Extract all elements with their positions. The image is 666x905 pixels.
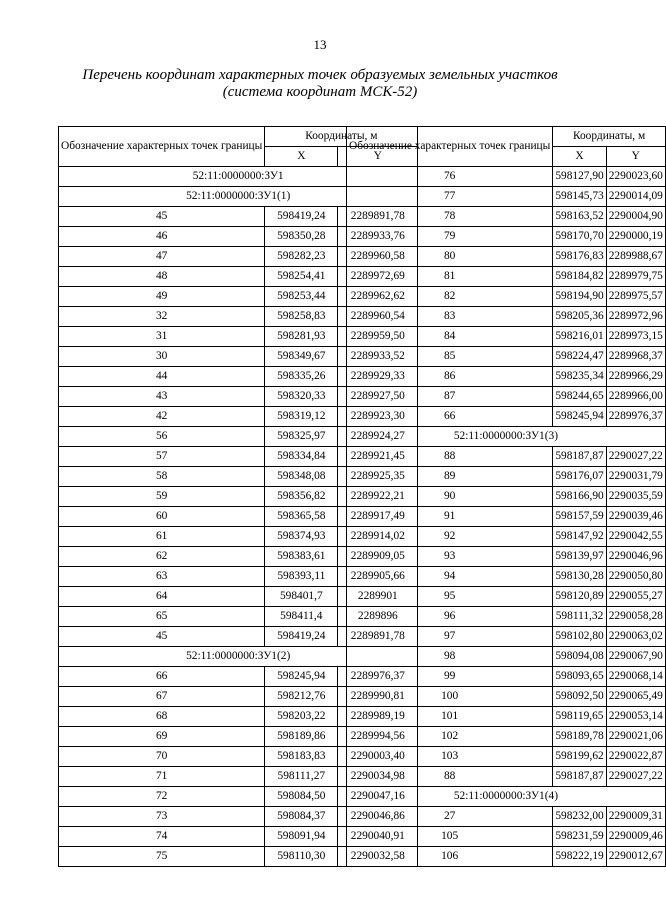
coord-y: 2290055,27 <box>606 587 665 607</box>
table-row <box>347 367 666 387</box>
coord-y: 2289896 <box>338 607 418 627</box>
point-number: 64 <box>59 587 265 607</box>
table-row <box>347 447 666 467</box>
point-number: 86 <box>347 367 553 387</box>
coord-x: 598349,67 <box>265 347 338 367</box>
point-number: 80 <box>347 247 553 267</box>
point-number: 49 <box>59 287 265 307</box>
header-coordinates: Координаты, м <box>265 127 418 147</box>
coord-x: 598374,93 <box>265 527 338 547</box>
point-number: 83 <box>347 307 553 327</box>
table-row <box>347 747 666 767</box>
coord-x: 598222,19 <box>553 847 606 867</box>
point-number: 84 <box>347 327 553 347</box>
coord-x: 598084,37 <box>265 807 338 827</box>
coord-y: 2290032,58 <box>338 847 418 867</box>
header-point-label: Обозначение характерных точек границы <box>59 127 265 167</box>
point-number: 45 <box>59 207 265 227</box>
point-number: 92 <box>347 527 553 547</box>
table-row <box>347 527 666 547</box>
coord-x: 598232,00 <box>553 807 606 827</box>
table-row <box>347 227 666 247</box>
coord-x: 598245,94 <box>553 407 606 427</box>
coord-x: 598401,7 <box>265 587 338 607</box>
coord-y: 2290040,91 <box>338 827 418 847</box>
coord-y: 2289979,75 <box>606 267 665 287</box>
table-row <box>347 767 666 787</box>
coord-y: 2289929,33 <box>338 367 418 387</box>
coord-y: 2289962,62 <box>338 287 418 307</box>
coord-y: 2290012,67 <box>606 847 665 867</box>
coord-x: 598199,62 <box>553 747 606 767</box>
header-point-label: Обозначение характерных точек границы <box>347 127 553 167</box>
point-number: 76 <box>347 167 553 187</box>
coord-y: 2289960,58 <box>338 247 418 267</box>
table-row <box>347 267 666 287</box>
coord-y: 2289990,81 <box>338 687 418 707</box>
coord-y: 2289976,37 <box>338 667 418 687</box>
coord-y: 2289966,29 <box>606 367 665 387</box>
coord-y: 2289973,15 <box>606 327 665 347</box>
coord-y: 2290027,22 <box>606 767 665 787</box>
coord-y: 2290053,14 <box>606 707 665 727</box>
coord-y: 2290035,59 <box>606 487 665 507</box>
coord-y: 2289905,66 <box>338 567 418 587</box>
coord-y: 2290023,60 <box>606 167 665 187</box>
coord-x: 598212,76 <box>265 687 338 707</box>
point-number: 103 <box>347 747 553 767</box>
point-number: 90 <box>347 487 553 507</box>
coord-x: 598245,94 <box>265 667 338 687</box>
table-row <box>347 847 666 867</box>
point-number: 69 <box>59 727 265 747</box>
point-number: 66 <box>59 667 265 687</box>
coordinates-table-right <box>346 126 666 867</box>
coord-x: 598102,80 <box>553 627 606 647</box>
table-row <box>347 687 666 707</box>
point-number: 95 <box>347 587 553 607</box>
coord-x: 598393,11 <box>265 567 338 587</box>
coord-y: 2290058,28 <box>606 607 665 627</box>
coord-x: 598320,33 <box>265 387 338 407</box>
point-number: 101 <box>347 707 553 727</box>
coord-y: 2289972,96 <box>606 307 665 327</box>
coord-x: 598205,36 <box>553 307 606 327</box>
point-number: 88 <box>347 447 553 467</box>
coord-y: 2289966,00 <box>606 387 665 407</box>
point-number: 48 <box>59 267 265 287</box>
document-title <box>0 67 640 101</box>
point-number: 71 <box>59 767 265 787</box>
coord-y: 2290022,87 <box>606 747 665 767</box>
coord-y: 2290039,46 <box>606 507 665 527</box>
coord-x: 598281,93 <box>265 327 338 347</box>
coord-x: 598163,52 <box>553 207 606 227</box>
coord-y: 2289921,45 <box>338 447 418 467</box>
point-number: 65 <box>59 607 265 627</box>
table-row <box>347 567 666 587</box>
point-number: 85 <box>347 347 553 367</box>
coord-y: 2289927,50 <box>338 387 418 407</box>
coord-y: 2289917,49 <box>338 507 418 527</box>
point-number: 59 <box>59 487 265 507</box>
point-number: 105 <box>347 827 553 847</box>
table-row <box>347 247 666 267</box>
coord-y: 2289914,02 <box>338 527 418 547</box>
table-row <box>347 587 666 607</box>
coord-y: 2289891,78 <box>338 627 418 647</box>
coord-y: 2290050,80 <box>606 567 665 587</box>
coord-y: 2289968,37 <box>606 347 665 367</box>
coord-x: 598235,34 <box>553 367 606 387</box>
coord-y: 2289975,57 <box>606 287 665 307</box>
point-number: 97 <box>347 627 553 647</box>
coord-x: 598383,61 <box>265 547 338 567</box>
coord-x: 598348,08 <box>265 467 338 487</box>
table-row <box>347 727 666 747</box>
point-number: 63 <box>59 567 265 587</box>
coord-y: 2289933,76 <box>338 227 418 247</box>
coord-x: 598145,73 <box>553 187 606 207</box>
coord-x: 598258,83 <box>265 307 338 327</box>
coord-x: 598335,26 <box>265 367 338 387</box>
point-number: 57 <box>59 447 265 467</box>
table-row <box>347 407 666 427</box>
coord-x: 598176,07 <box>553 467 606 487</box>
point-number: 73 <box>59 807 265 827</box>
parcel-id: 52:11:0000000:ЗУ1(2) <box>59 647 418 667</box>
coord-x: 598194,90 <box>553 287 606 307</box>
point-number: 102 <box>347 727 553 747</box>
point-number: 98 <box>347 647 553 667</box>
point-number: 42 <box>59 407 265 427</box>
parcel-id: 52:11:0000000:ЗУ1(4) <box>347 787 666 807</box>
point-number: 72 <box>59 787 265 807</box>
header-x: X <box>265 147 338 167</box>
coord-y: 2289925,35 <box>338 467 418 487</box>
coord-x: 598319,12 <box>265 407 338 427</box>
point-number: 82 <box>347 287 553 307</box>
point-number: 81 <box>347 267 553 287</box>
coord-x: 598130,28 <box>553 567 606 587</box>
table-row <box>347 387 666 407</box>
table-row <box>347 487 666 507</box>
coord-x: 598084,50 <box>265 787 338 807</box>
coord-x: 598111,27 <box>265 767 338 787</box>
coord-y: 2290000,19 <box>606 227 665 247</box>
coord-x: 598224,47 <box>553 347 606 367</box>
coord-y: 2290004,90 <box>606 207 665 227</box>
point-number: 94 <box>347 567 553 587</box>
table-body-right <box>347 167 666 867</box>
coord-y: 2290031,79 <box>606 467 665 487</box>
coord-x: 598111,32 <box>553 607 606 627</box>
point-number: 77 <box>347 187 553 207</box>
table-row <box>347 627 666 647</box>
point-number: 44 <box>59 367 265 387</box>
table-row <box>347 647 666 667</box>
table-row <box>347 607 666 627</box>
coord-y: 2289891,78 <box>338 207 418 227</box>
coord-x: 598157,59 <box>553 507 606 527</box>
point-number: 99 <box>347 667 553 687</box>
coord-y: 2289959,50 <box>338 327 418 347</box>
point-number: 74 <box>59 827 265 847</box>
coord-x: 598110,30 <box>265 847 338 867</box>
point-number: 78 <box>347 207 553 227</box>
coord-y: 2290047,16 <box>338 787 418 807</box>
coord-y: 2289922,21 <box>338 487 418 507</box>
point-number: 91 <box>347 507 553 527</box>
parcel-id: 52:11:0000000:ЗУ1(3) <box>347 427 666 447</box>
coord-x: 598334,84 <box>265 447 338 467</box>
coord-x: 598189,78 <box>553 727 606 747</box>
header-y: Y <box>338 147 418 167</box>
point-number: 96 <box>347 607 553 627</box>
coord-x: 598166,90 <box>553 487 606 507</box>
table-row <box>347 327 666 347</box>
point-number: 75 <box>59 847 265 867</box>
parcel-id: 52:11:0000000:ЗУ1(1) <box>59 187 418 207</box>
coord-x: 598350,28 <box>265 227 338 247</box>
table-row <box>347 547 666 567</box>
point-number: 61 <box>59 527 265 547</box>
coord-x: 598244,65 <box>553 387 606 407</box>
table-row <box>347 287 666 307</box>
point-number: 79 <box>347 227 553 247</box>
point-number: 56 <box>59 427 265 447</box>
coord-x: 598093,65 <box>553 667 606 687</box>
point-number: 43 <box>59 387 265 407</box>
coord-x: 598253,44 <box>265 287 338 307</box>
coord-x: 598365,58 <box>265 507 338 527</box>
table-row <box>347 207 666 227</box>
coord-x: 598254,41 <box>265 267 338 287</box>
point-number: 45 <box>59 627 265 647</box>
coord-y: 2290003,40 <box>338 747 418 767</box>
table-row <box>347 467 666 487</box>
coord-y: 2290068,14 <box>606 667 665 687</box>
point-number: 87 <box>347 387 553 407</box>
point-number: 31 <box>59 327 265 347</box>
point-number: 58 <box>59 467 265 487</box>
coord-y: 2289960,54 <box>338 307 418 327</box>
coord-y: 2289909,05 <box>338 547 418 567</box>
coord-x: 598094,08 <box>553 647 606 667</box>
table-row <box>347 307 666 327</box>
coord-x: 598419,24 <box>265 627 338 647</box>
coord-x: 598092,50 <box>553 687 606 707</box>
table-row <box>347 507 666 527</box>
point-number: 27 <box>347 807 553 827</box>
point-number: 88 <box>347 767 553 787</box>
table-row <box>347 667 666 687</box>
coord-y: 2290014,09 <box>606 187 665 207</box>
point-number: 30 <box>59 347 265 367</box>
coord-y: 2289933,52 <box>338 347 418 367</box>
title-line-2: (система координат МСК-52) <box>222 84 418 100</box>
header-coordinates: Координаты, м <box>553 127 666 147</box>
coord-x: 598127,90 <box>553 167 606 187</box>
coord-y: 2290009,31 <box>606 807 665 827</box>
coord-y: 2289923,30 <box>338 407 418 427</box>
coord-x: 598183,83 <box>265 747 338 767</box>
point-number: 89 <box>347 467 553 487</box>
coord-y: 2289976,37 <box>606 407 665 427</box>
table-row <box>347 187 666 207</box>
coord-y: 2290046,86 <box>338 807 418 827</box>
group-row <box>347 787 666 807</box>
coord-y: 2290009,46 <box>606 827 665 847</box>
table-row <box>347 167 666 187</box>
coord-y: 2289989,19 <box>338 707 418 727</box>
coord-x: 598187,87 <box>553 447 606 467</box>
table-row <box>347 827 666 847</box>
coord-x: 598189,86 <box>265 727 338 747</box>
point-number: 32 <box>59 307 265 327</box>
coord-y: 2289924,27 <box>338 427 418 447</box>
coord-x: 598411,4 <box>265 607 338 627</box>
point-number: 68 <box>59 707 265 727</box>
coord-x: 598119,65 <box>553 707 606 727</box>
coord-y: 2289988,67 <box>606 247 665 267</box>
coord-x: 598091,94 <box>265 827 338 847</box>
coord-y: 2290027,22 <box>606 447 665 467</box>
group-row <box>347 427 666 447</box>
coord-y: 2290063,02 <box>606 627 665 647</box>
point-number: 46 <box>59 227 265 247</box>
table-row <box>347 347 666 367</box>
coord-y: 2290067,90 <box>606 647 665 667</box>
point-number: 70 <box>59 747 265 767</box>
point-number: 100 <box>347 687 553 707</box>
point-number: 106 <box>347 847 553 867</box>
coord-x: 598419,24 <box>265 207 338 227</box>
coord-x: 598216,01 <box>553 327 606 347</box>
header-y: Y <box>606 147 665 167</box>
point-number: 93 <box>347 547 553 567</box>
coord-x: 598325,97 <box>265 427 338 447</box>
coord-x: 598282,23 <box>265 247 338 267</box>
point-number: 62 <box>59 547 265 567</box>
coord-x: 598139,97 <box>553 547 606 567</box>
table-row <box>347 707 666 727</box>
point-number: 67 <box>59 687 265 707</box>
coord-y: 2290034,98 <box>338 767 418 787</box>
coord-y: 2289994,56 <box>338 727 418 747</box>
coord-y: 2289972,69 <box>338 267 418 287</box>
coord-x: 598187,87 <box>553 767 606 787</box>
coord-y: 2289901 <box>338 587 418 607</box>
parcel-id: 52:11:0000000:ЗУ1 <box>59 167 418 187</box>
coord-y: 2290042,55 <box>606 527 665 547</box>
coord-x: 598170,70 <box>553 227 606 247</box>
point-number: 66 <box>347 407 553 427</box>
coord-x: 598147,92 <box>553 527 606 547</box>
coord-y: 2290021,06 <box>606 727 665 747</box>
coord-x: 598120,89 <box>553 587 606 607</box>
table-row <box>347 807 666 827</box>
title-line-1: Перечень координат характерных точек образуемых земельных участков <box>82 67 558 83</box>
coord-y: 2290046,96 <box>606 547 665 567</box>
coord-x: 598231,59 <box>553 827 606 847</box>
header-x: X <box>553 147 606 167</box>
coord-x: 598203,22 <box>265 707 338 727</box>
point-number: 60 <box>59 507 265 527</box>
coord-x: 598356,82 <box>265 487 338 507</box>
coord-y: 2290065,49 <box>606 687 665 707</box>
point-number: 47 <box>59 247 265 267</box>
page-number: 13 <box>313 37 327 52</box>
coord-x: 598184,82 <box>553 267 606 287</box>
coord-x: 598176,83 <box>553 247 606 267</box>
